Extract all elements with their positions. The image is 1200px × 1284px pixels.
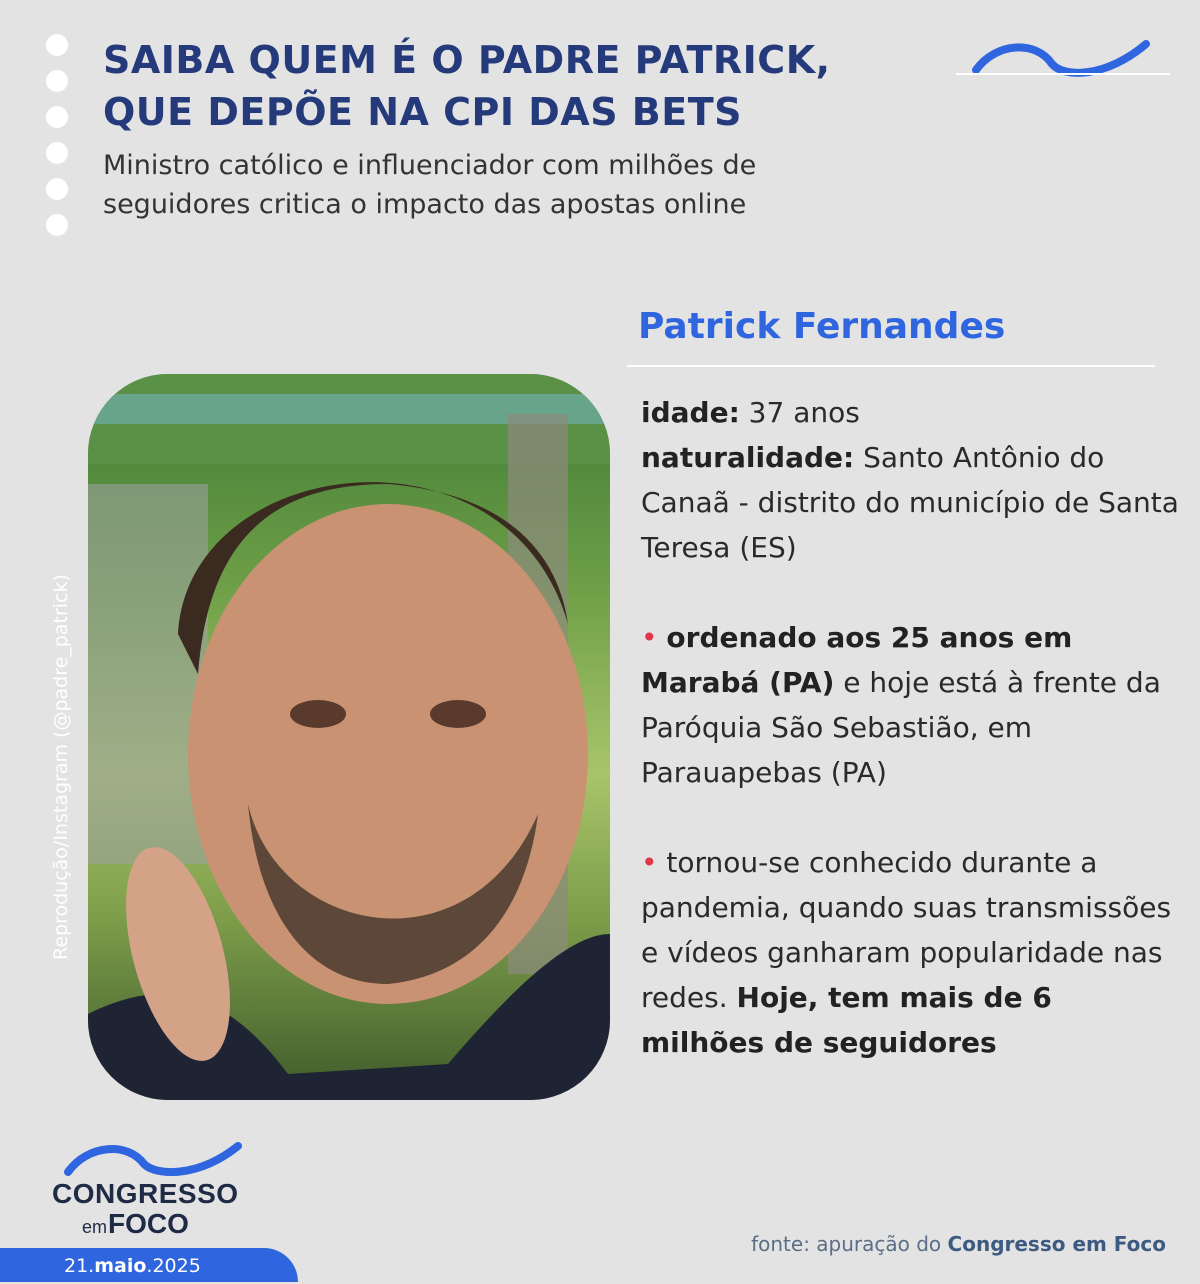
fact-1-bold: ordenado aos 25 anos em Marabá (PA) [641,621,1073,699]
origin-value: Santo Antônio do Canaã - distrito do município de Santa Teresa (ES) [641,441,1179,564]
source-name: Congresso em Foco [947,1232,1166,1256]
portrait-photo [88,374,610,1100]
origin-label: naturalidade: [641,441,855,474]
bullet-icon: • [641,621,658,654]
dot [46,34,68,56]
fact-1-text: e hoje está à frente da Paróquia São Sebastião, em Parauapebas (PA) [641,666,1161,789]
wave-logo-icon [62,1140,242,1176]
brand-logo [52,1140,252,1240]
date-year: .2025 [146,1255,201,1277]
dot [46,106,68,128]
subtitle-line-2: seguidores critica o impacto das apostas online [103,189,747,220]
origin-row [641,435,1181,570]
source-note [751,1232,1166,1256]
date-badge [0,1248,298,1282]
fact-2-text: tornou-se conhecido durante a pandemia, quando suas transmissões e vídeos ganharam popularidade nas redes. [641,846,1172,1014]
age-label: idade: [641,396,740,429]
profile-info [641,390,1181,1065]
person-name: Patrick Fernandes [638,306,1006,347]
photo-credit: Reprodução/Instagram (@padre_patrick) [50,574,72,960]
page-title [103,34,831,138]
dot [46,214,68,236]
fact-2-bold: Hoje, tem mais de 6 milhões de seguidores [641,981,1052,1059]
fact-2 [641,840,1181,1065]
title-line-1: SAIBA QUEM É O PADRE PATRICK, [103,38,831,82]
logo-word-congresso: CONGRESSO [52,1178,239,1209]
decorative-dots [46,34,68,250]
logo-word-foco: FOCO [108,1208,189,1239]
source-prefix: fonte: apuração do [751,1232,942,1256]
date-day: 21. [64,1255,95,1277]
age-value: 37 anos [748,396,860,429]
subtitle-line-1: Ministro católico e influenciador com milhões de [103,150,757,181]
title-line-2: QUE DEPÕE NA CPI DAS BETS [103,90,742,134]
dot [46,70,68,92]
date-month: maio [94,1255,147,1277]
wave-logo-icon [956,34,1170,78]
fact-1 [641,615,1181,795]
dot [46,178,68,200]
dot [46,142,68,164]
age-row [641,390,1181,435]
portrait-illustration [88,374,610,1100]
bullet-icon: • [641,846,658,879]
page-subtitle [103,146,756,224]
logo-word-em: em [82,1217,108,1237]
divider [627,365,1155,367]
